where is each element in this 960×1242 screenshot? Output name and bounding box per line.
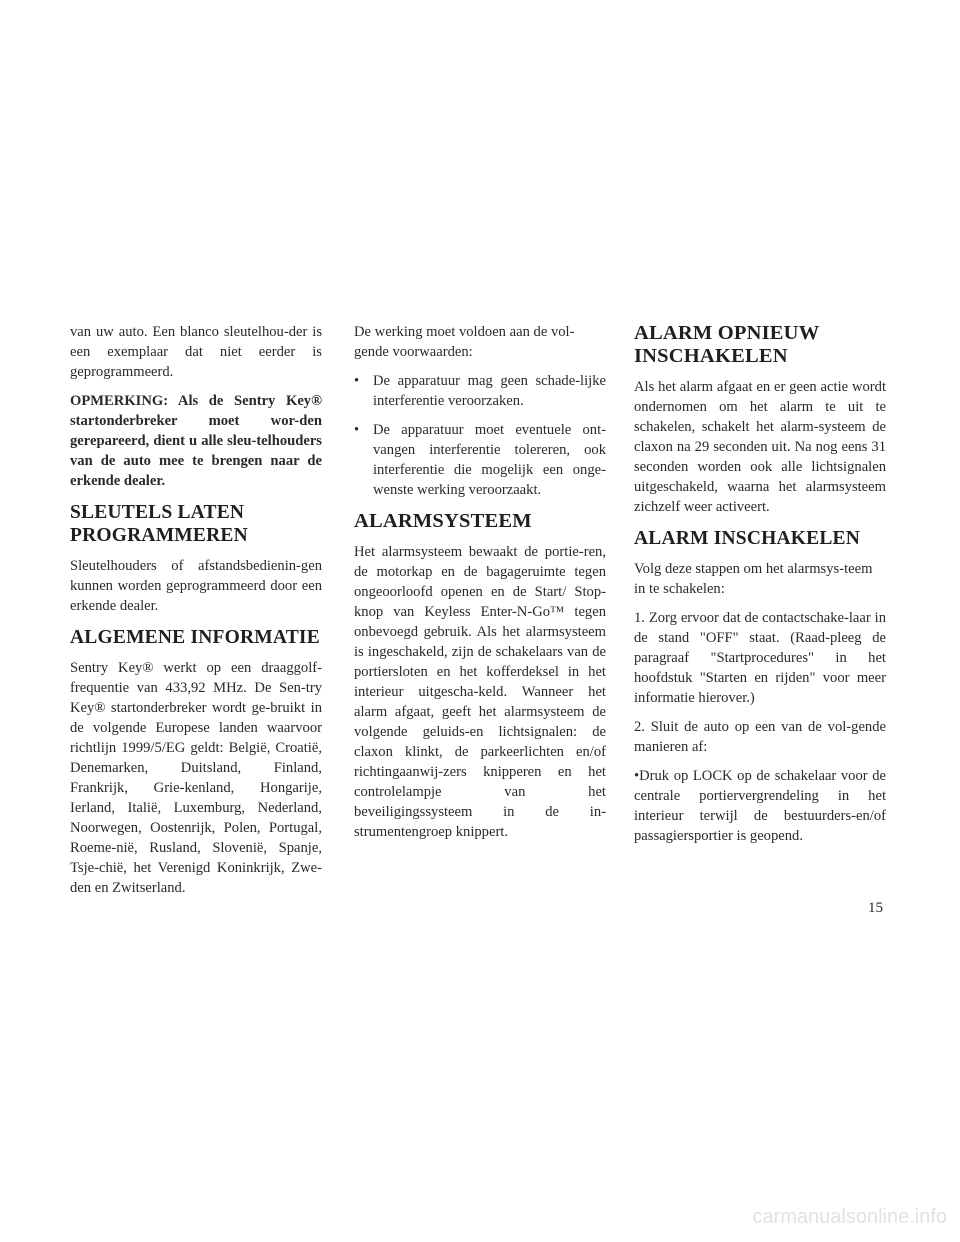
step-2-bullet: •Druk op LOCK op de schakelaar voor de centrale portiervergrendeling in het interieur terwijl de bestuurders-en/of passagiersportier is geopend. [634,768,886,844]
bullet-icon: • [354,373,360,389]
heading-rearm: ALARM OPNIEUW INSCHAKELEN [634,322,820,367]
paragraph-rearm: Als het alarm afgaat en er geen actie wordt ondernomen om het alarm te uit te schakelen, schakelt het alarm-systeem de claxon na 29 seconden uit. Na nog eens 31 seconden worden ook alle lichtsignalen uitgeschakeld, waarna het alarmsysteem zichzelf weer activeert. [634,379,886,515]
column-right [634,322,886,855]
note-paragraph: OPMERKING: Als de Sentry Key® startonderbreker moet wor-den gerepareerd, dient u alle sleu-telhouders van de auto mee te brengen naar de erkende dealer. [70,393,322,489]
paragraph-conditions: De werking moet voldoen aan de vol-gende voorwaarden: [354,324,575,360]
step-1: 1. Zorg ervoor dat de contactschake-laar in de stand "OFF" staat. (Raad-pleeg de paragraaf "Startprocedures" in het hoofdstuk "Starten en rijden" voor meer informatie hierover.) [634,610,886,706]
paragraph-general-info: Sentry Key® werkt op een draaggolf-frequentie van 433,92 MHz. De Sen-try Key® startonderbreker wordt ge-bruikt in de volgende Europese landen waarvoor richtlijn 1999/5/EG geldt: België, Croatië, Denemarken, Duitsland, Finland, Frankrijk, Grie-kenland, Hongarije, Ierland, Italië, Luxemburg, Nederland, Noorwegen, Oostenrijk, Polen, Portugal, Roeme-nië, Rusland, Slovenië, Spanje, Tsje-chië, het Verenigd Koninkrijk, Zwe-den en Zwitserland. [70,660,322,896]
list-item-text: De apparatuur moet eventuele ont-vangen interferentie tolereren, ook interferentie die mogelijk een onge-wenste werking veroorzaakt. [373,422,606,498]
bullet-icon: • [354,422,360,438]
page-number: 15 [868,900,883,916]
list-item [354,371,606,411]
list-item-text: De apparatuur mag geen schade-lijke interferentie veroorzaken. [373,373,606,409]
paragraph-programming: Sleutelhouders of afstandsbedienin-gen kunnen worden geprogrammeerd door een erkende dealer. [70,558,322,614]
paragraph-arm-intro: Volg deze stappen om het alarmsys-teem in te schakelen: [634,561,873,597]
watermark: carmanualsonline.info [752,1206,947,1228]
paragraph-continued: van uw auto. Een blanco sleutelhou-der is een exemplaar dat niet eerder is geprogrammeerd. [70,324,322,380]
heading-arm: ALARM INSCHAKELEN [634,528,861,549]
column-middle [354,322,606,851]
conditions-list [354,371,606,500]
list-item [354,420,606,500]
heading-general-info: ALGEMENE INFORMATIE [70,627,320,648]
heading-alarm-system: ALARMSYSTEEM [354,510,532,532]
step-2: 2. Sluit de auto op een van de vol-gende manieren af: [634,719,886,755]
paragraph-alarm-system: Het alarmsysteem bewaakt de portie-ren, de motorkap en de bagageruimte tegen ongeoorloofd openen en de Start/ Stop-knop van Keyless Enter-N-Go™ tegen onbevoegd gebruik. Als het alarmsysteem is ingeschakeld, zijn de schakelaars van de portiersloten en het kofferdeksel in het interieur uitgescha-keld. Wanneer het alarm afgaat, geeft het alarmsysteem de volgende geluids-en lichtsignalen: de claxon klinkt, de parkeerlichten en/of richtingaanwij-zers knipperen en het controlelampje van het beveiligingssysteem in de in-strumentengroep knippert. [354,544,606,840]
heading-programming: SLEUTELS LATEN PROGRAMMEREN [70,502,248,546]
column-left [70,322,322,907]
